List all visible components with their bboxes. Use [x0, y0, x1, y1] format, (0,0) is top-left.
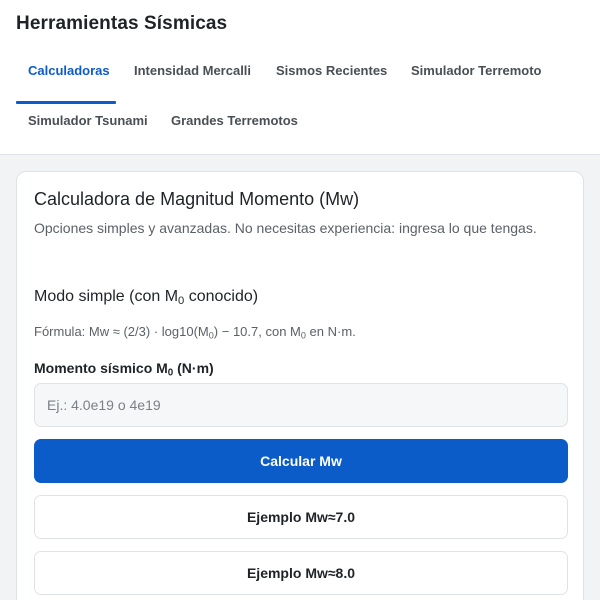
active-tab-indicator [16, 101, 116, 104]
app-header [0, 0, 600, 155]
example-mw8-button[interactable]: Ejemplo Mw≈8.0 [34, 551, 568, 595]
card-title: Calculadora de Magnitud Momento (Mw) [34, 189, 360, 209]
tab-calculadoras[interactable]: Calculadoras [28, 63, 110, 78]
simple-mode-heading: Modo simple (con $M_0$ conocido) [34, 288, 259, 307]
tab-simulador-tsunami[interactable]: Simulador Tsunami [28, 113, 148, 128]
seismic-moment-input[interactable] [34, 383, 568, 427]
tab-intensidad-mercalli[interactable]: Intensidad Mercalli [134, 63, 252, 78]
formula-text: Fórmula: $Mw \approx (2/3) \cdot \log 10(M_0) - 10.7$, con $M_0$ en N·m. [34, 324, 356, 341]
card-subtitle: Opciones simples y avanzadas. No necesitas experiencia: ingresa lo que tengas. [34, 220, 537, 236]
seismic-moment-label: Momento sísmico $M_0$ (N·m) [34, 360, 214, 379]
tab-sismos-recientes[interactable]: Sismos Recientes [276, 63, 388, 78]
tab-grandes-terremotos[interactable]: Grandes Terremotos [171, 113, 298, 128]
tab-simulador-terremoto[interactable]: Simulador Terremoto [411, 63, 542, 78]
app-title: Herramientas Sísmicas [16, 13, 228, 34]
mw-calculator-card [16, 171, 584, 600]
example-mw7-button[interactable]: Ejemplo Mw≈7.0 [34, 495, 568, 539]
calculate-mw-button[interactable]: Calcular Mw [34, 439, 568, 483]
